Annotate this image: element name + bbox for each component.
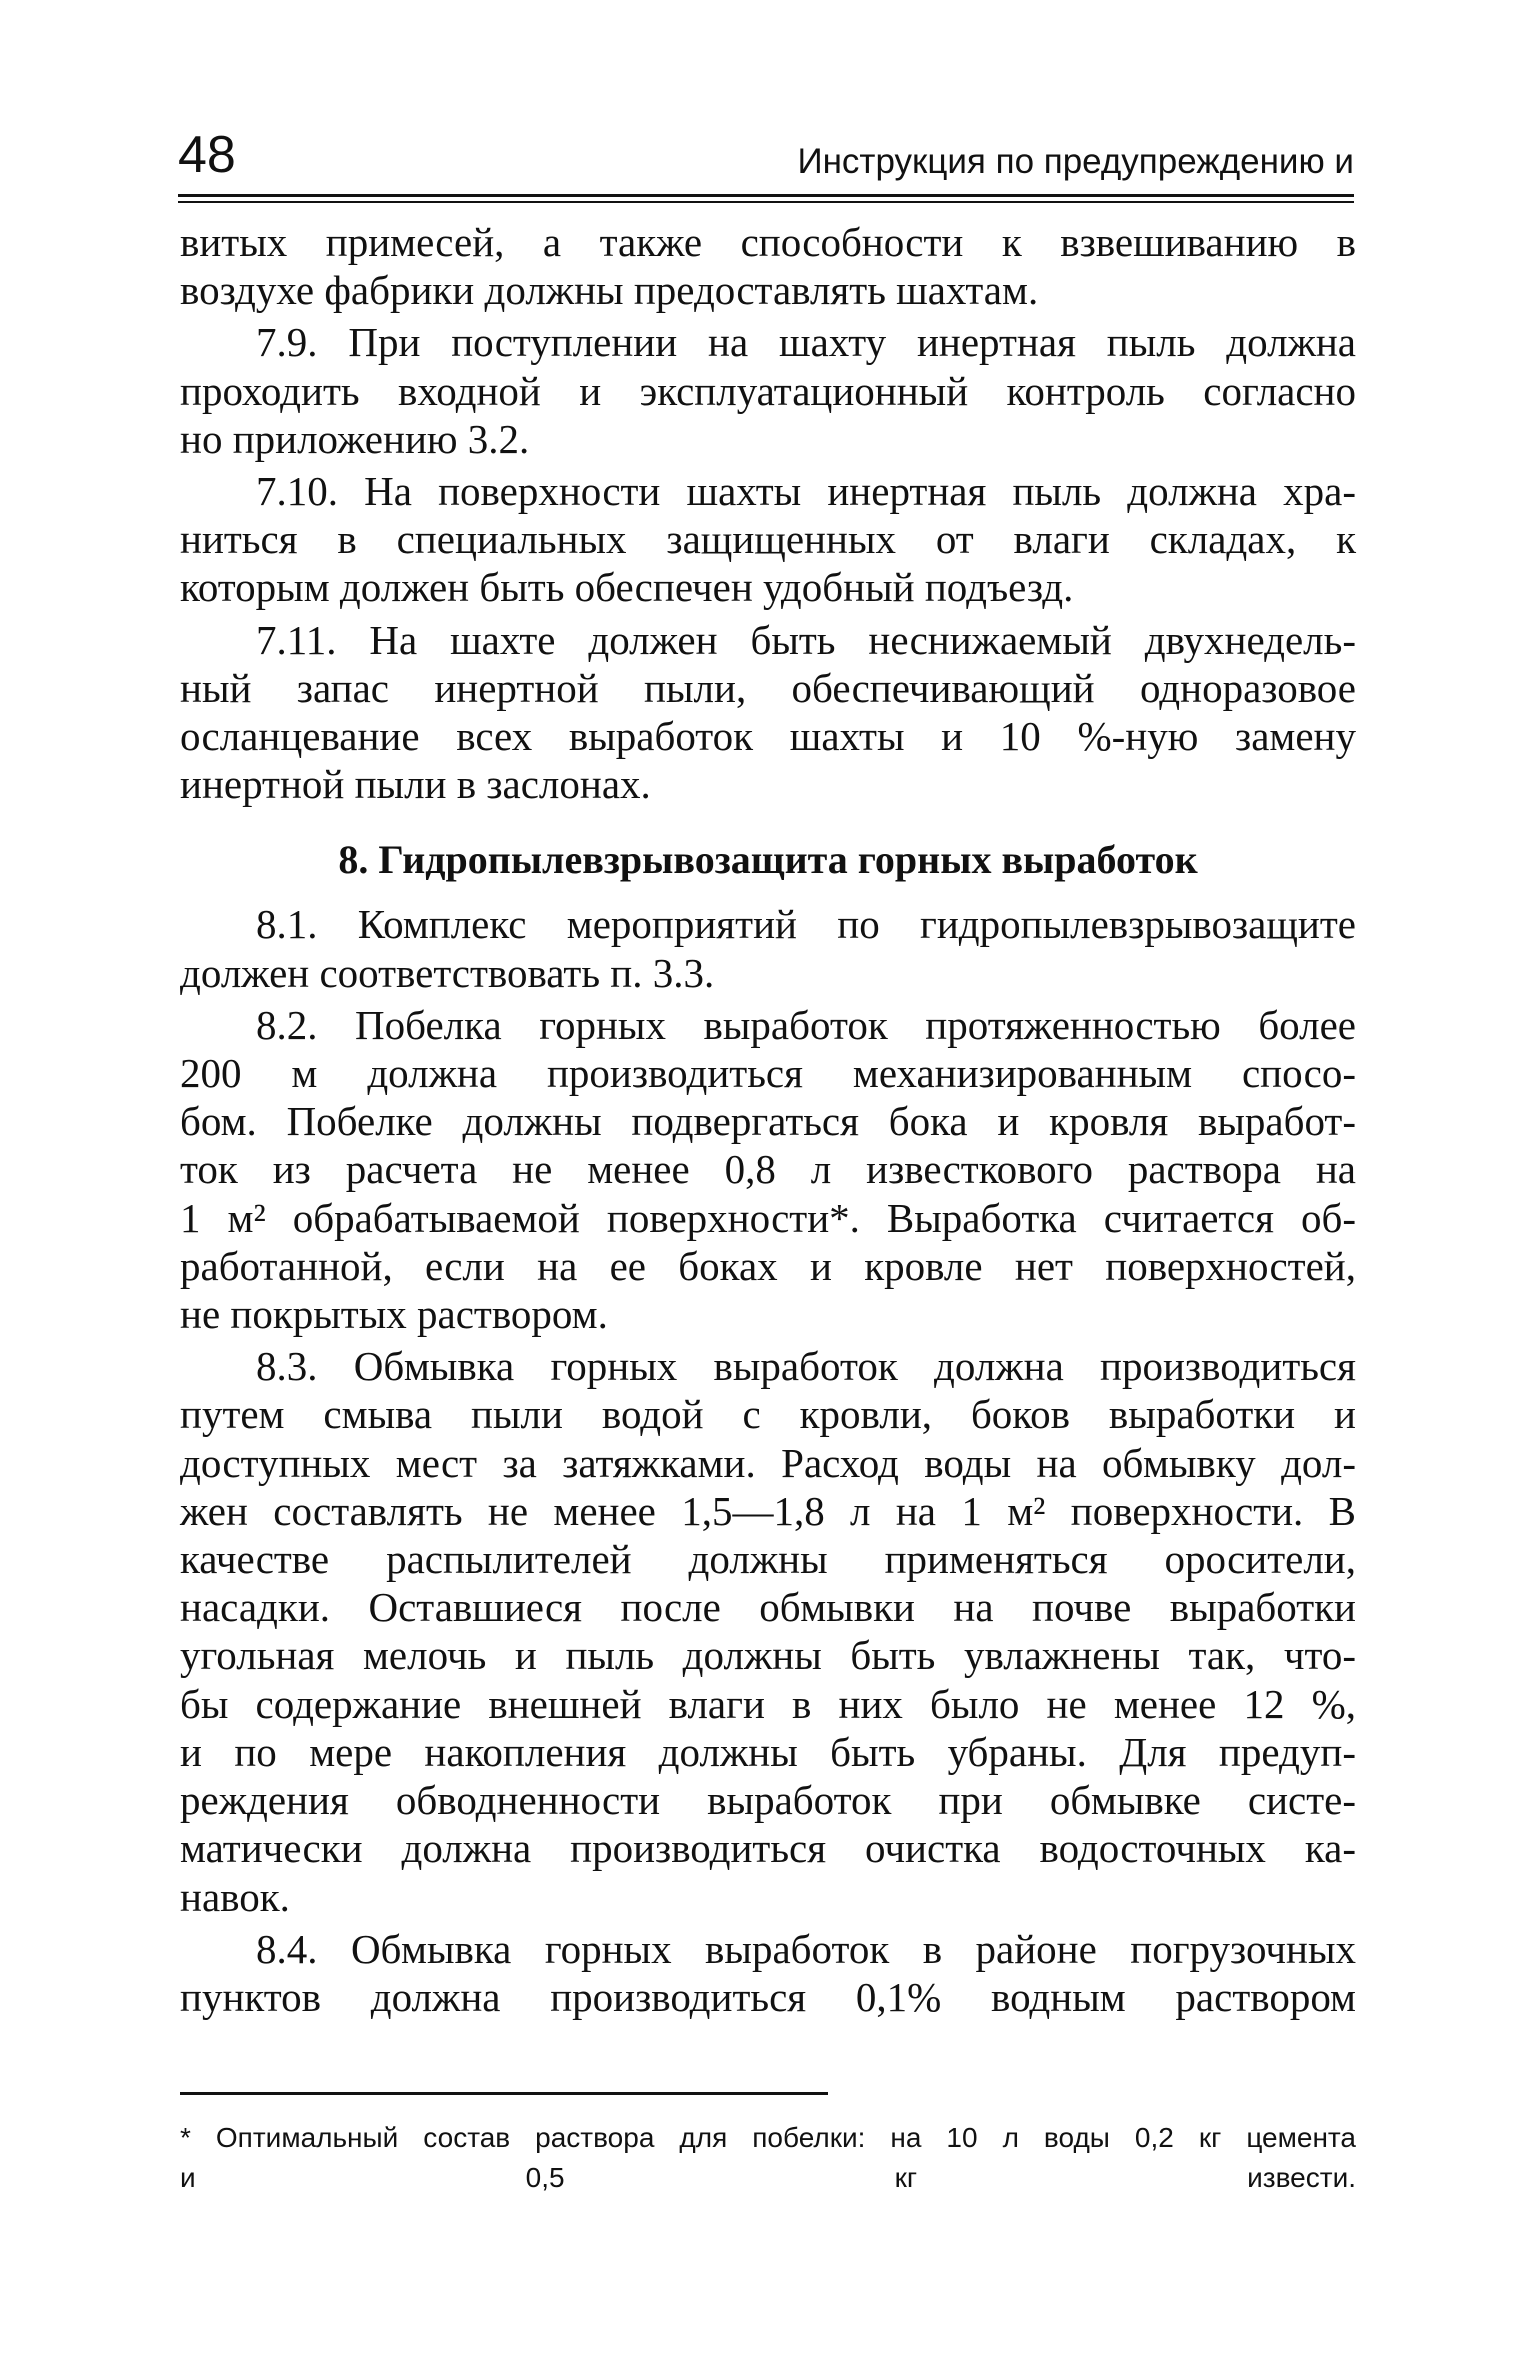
text-line: 8.1. Комплекс мероприятий по гидропылевзрывозащите <box>256 901 1356 948</box>
text-line: реждения обводненности выработок при обмывке систе- <box>180 1777 1356 1824</box>
text-line: 200 м должна производиться механизированным спосо- <box>180 1050 1356 1097</box>
text-line: которым должен быть обеспечен удобный подъезд. <box>180 564 1074 611</box>
text-line: ниться в специальных защищенных от влаги складах, к <box>180 516 1356 563</box>
text-line: 1 м² обрабатываемой поверхности*. Выработка считается об- <box>180 1194 1356 1241</box>
text-line: пунктов должна производиться 0,1% водным раствором <box>180 1973 1356 2020</box>
text-line: бы содержание внешней влаги в них было не менее 12 %, <box>180 1680 1356 1727</box>
footnote-line: и 0,5 кг извести. <box>180 2162 1356 2193</box>
text-line: путем смыва пыли водой с кровли, боков выработки и <box>180 1391 1356 1438</box>
text-line: 8.3. Обмывка горных выработок должна производиться <box>256 1343 1356 1390</box>
text-line: ток из расчета не менее 0,8 л известкового раствора на <box>180 1146 1356 1193</box>
text-line: бом. Побелке должны подвергаться бока и кровля выработ- <box>180 1098 1356 1145</box>
text-line: 8.2. Побелка горных выработок протяженностью более <box>256 1001 1356 1048</box>
text-line: жен составлять не менее 1,5—1,8 л на 1 м² поверхности. В <box>180 1487 1356 1534</box>
text-line: 7.9. При поступлении на шахту инертная пыль должна <box>256 319 1356 366</box>
paragraph-8-3 <box>180 1342 1356 1920</box>
text-line: витых примесей, а также способности к взвешиванию в <box>180 219 1356 265</box>
text-line: качестве распылителей должны применяться оросители, <box>180 1536 1356 1583</box>
text-line: насадки. Оставшиеся после обмывки на почве выработки <box>180 1584 1356 1631</box>
footnote-divider <box>180 2092 828 2095</box>
text-line: осланцевание всех выработок шахты и 10 %-ную замену <box>180 713 1356 760</box>
paragraph-8-4 <box>180 1925 1356 2021</box>
page-number: 48 <box>178 126 236 184</box>
text-line: работанной, если на ее боках и кровле нет поверхностей, <box>180 1242 1356 1289</box>
footnote <box>180 2118 1356 2198</box>
text-line: 7.10. На поверхности шахты инертная пыль должна хра- <box>256 468 1356 515</box>
text-line: не покрытых раствором. <box>180 1291 608 1338</box>
text-line: 8.4. Обмывка горных выработок в районе погрузочных <box>256 1925 1356 1972</box>
text-line: инертной пыли в заслонах. <box>180 761 651 808</box>
paragraph-7-10 <box>180 467 1356 612</box>
paragraph-7-11 <box>180 616 1356 809</box>
footnote-line: * Оптимальный состав раствора для побелки: на 10 л воды 0,2 кг цемента <box>180 2122 1356 2153</box>
text-line: матически должна производиться очистка водосточных ка- <box>180 1825 1356 1872</box>
text-line: проходить входной и эксплуатационный контроль согласно <box>180 367 1356 414</box>
text-line: но приложению 3.2. <box>180 415 530 462</box>
text-line: воздухе фабрики должны предоставлять шахтам. <box>180 267 1039 314</box>
text-line: и по мере накопления должны быть убраны. Для предуп- <box>180 1728 1356 1775</box>
page-header <box>178 120 1354 197</box>
paragraph-7-9 <box>180 318 1356 463</box>
text-line: 7.11. На шахте должен быть неснижаемый двухнедель- <box>256 616 1356 663</box>
text-line: навок. <box>180 1873 290 1920</box>
text-line: должен соответствовать п. 3.3. <box>180 949 715 996</box>
text-line: угольная мелочь и пыль должны быть увлажнены так, что- <box>180 1632 1356 1679</box>
paragraph-8-1 <box>180 900 1356 996</box>
text-line: доступных мест за затяжками. Расход воды на обмывку дол- <box>180 1439 1356 1486</box>
paragraph-8-2 <box>180 1001 1356 1338</box>
section-title: 8. Гидропылевзрывозащита горных выработок <box>338 837 1198 883</box>
paragraph-7-8-continued <box>180 218 1356 314</box>
text-line: ный запас инертной пыли, обеспечивающий одноразовое <box>180 664 1356 711</box>
body-text <box>180 218 1356 2021</box>
running-title: Инструкция по предупреждению и <box>797 142 1354 181</box>
